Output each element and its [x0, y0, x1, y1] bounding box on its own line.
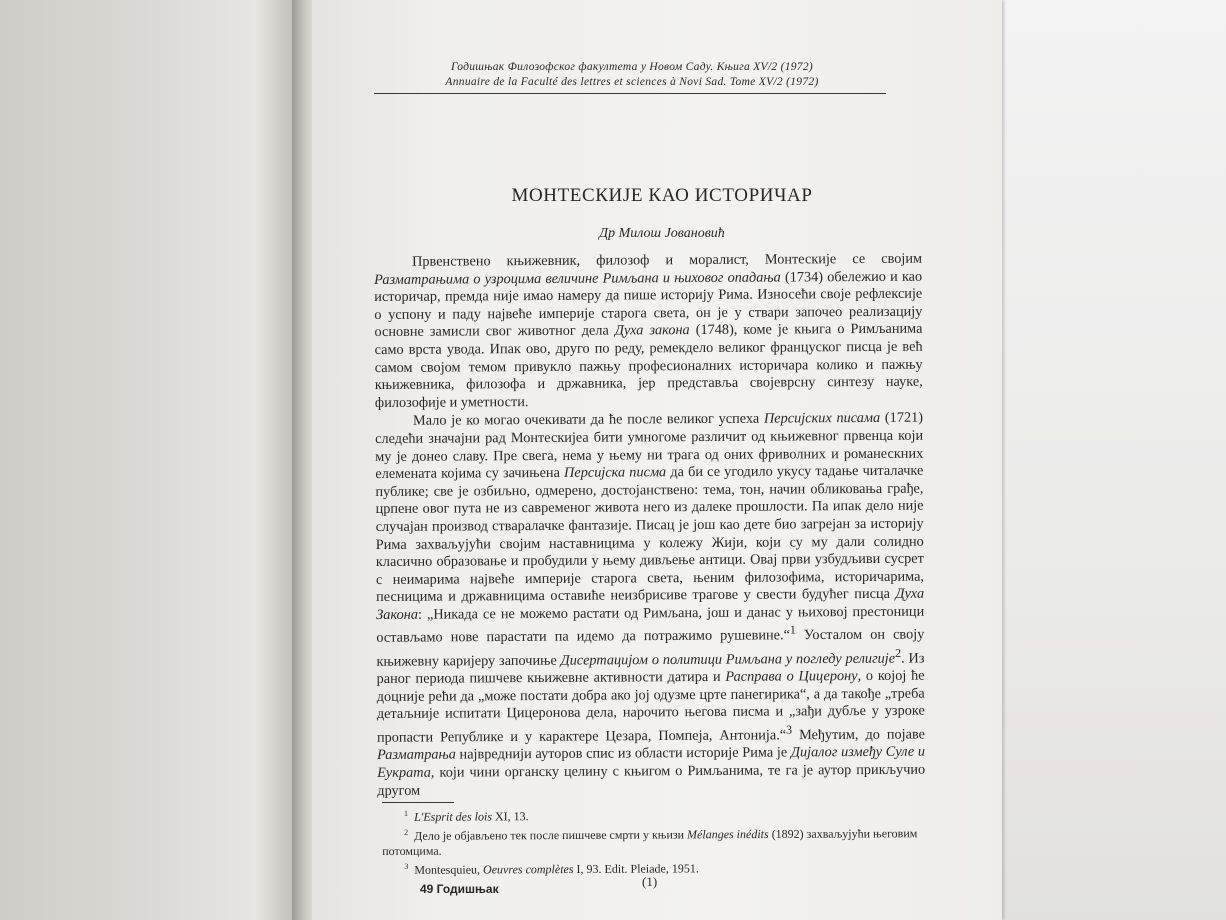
italic-run: Расправа о Цицерону	[725, 668, 858, 686]
text-run: Међутим, до појаве	[792, 726, 925, 744]
document-page	[312, 0, 1002, 920]
text-run: Првенствено књижевник, филозоф и моралист, Монтескије се својим	[411, 250, 923, 270]
header-rule	[374, 93, 886, 94]
italic-run: Персијска писма	[563, 464, 667, 481]
sheet-number: (1)	[642, 874, 658, 889]
text-run: , о којој ће доцније рећи да „може постати добра ако јој одузме црте панегирика“, а да такође „треба детаљније испитати Цицеронова дела, нарочито његова писма и „зађи дубље у узроке пропасти Републике и у карактере Цезара, Помпеја, Антонија.“	[376, 667, 925, 746]
header-line-french: Annuaire de la Faculté des lettres et sciences à Novi Sad. Tome XV/2 (1972)	[445, 76, 819, 88]
footnote-ref: 3	[786, 722, 793, 737]
italic-run: Oeuvres complètes	[482, 861, 574, 877]
text-run: . Из раног периода пишчеве књижевне активности датира и	[376, 650, 925, 688]
italic-run: L'Esprit des lois	[414, 809, 493, 824]
footnote-number: 2	[404, 827, 409, 837]
text-run: да би се угодило укусу тадање читалачке публике; све је озбиљно, одмерено, достојанствено: тема, тон, начин обликовања грађе, црпене овог пута не из савременог живота него из далеке прошлости. Па ипак дело није случајан производ стваралачке фантазије. Писац је још као дете био загрејан за историју Рима захваљујући својим наставницима у колежу Жији, који су му дали солидно класично образовање и пробудили у њему дивљење антици. Овај први узбудљиви сусрет с неимарима највеће империје старога света, њеним филозофима, историчарима, песницима и државницима оставиће неизбрисиве трагове у свести будућег писца	[375, 462, 925, 606]
facing-page	[0, 0, 300, 920]
footnotes	[382, 803, 922, 878]
text-run: Дело је објављено тек после пишчеве смрти у књизи	[414, 827, 688, 843]
paragraph-1	[374, 251, 923, 413]
italic-run: Разматрања	[377, 746, 456, 764]
text-run: XI, 13.	[491, 809, 529, 824]
article-title: МОНТЕСКИЈЕ КАО ИСТОРИЧАР	[511, 185, 813, 206]
text-run: I, 93. Edit. Pleiade, 1951.	[573, 861, 699, 876]
table-surface	[975, 0, 1226, 920]
text-run: Уосталом он своју књижевну каријеру започиње	[376, 626, 925, 670]
text-run: (1734) обележио и као историчар, премда није имао намеру да пише историју Рима. Износећи своје рефлексије о успону и паду највеће империје старога света, он је у ствари започео реализацију основне замисли свог животног дела	[374, 268, 923, 341]
footnote-number: 3	[404, 861, 409, 871]
italic-run: Духа закона	[614, 322, 690, 339]
text-run: , који чини органску целину с књигом о Римљанима, те га је аутор прикључио другом	[377, 761, 926, 799]
text-run: (1892) захваљујући његовим потомцима.	[382, 826, 918, 858]
footnote-ref: 2	[895, 645, 902, 660]
footnote-rule	[382, 802, 454, 803]
italic-run: Дијалог између Суле и Еукрата	[377, 743, 926, 781]
footnote-2	[382, 822, 922, 859]
italic-run: Разматрањима о узроцима величине Римљана и њиховог опадања	[374, 269, 781, 288]
header-line-serbian: Годишњак Филозофског факултета у Новом Саду. Књига XV/2 (1972)	[450, 61, 814, 73]
text-run: Мало је ко могао очекивати да ће после великог успеха	[412, 410, 765, 430]
text-run: : „Никада се не можемо растати од Римљана, још и данас у њиховој престоници остављамо нове парастати па идемо да потражимо рушевине.“	[376, 603, 925, 647]
running-header	[372, 60, 892, 90]
text-run: Montesquieu,	[414, 862, 484, 877]
italic-run: Духа Закона	[376, 585, 925, 623]
signature-mark: 49 Годишњак	[420, 882, 499, 896]
article-author: Др Милош Јовановић	[599, 226, 725, 241]
text-run: (1721) следећи значајни рад Монтескијеа бити умногоме различит од књижевног првенца који му је донео славу. Пре свега, нема у њему ни трага од оних фриволних и романескних елемената којима су зачињена	[375, 409, 924, 483]
footnote-number: 1	[404, 808, 409, 818]
text-run: највреднији ауторов спис из области историје Рима је	[455, 744, 791, 763]
text-run: (1748), коме је књига о Римљанима само врста увода. Ипак ово, друго по реду, ремекдело великог француског писца је већ самом својом темом привукло пажњу професионалних историчара колико и пажњу књижевника, филозофа и државника, јер представља својеврсну синтезу науке, филозофије и уметности.	[374, 321, 923, 411]
paragraph-2	[375, 410, 925, 800]
italic-run: Дисертацијом о политици Римљана у погледу религије	[560, 650, 896, 669]
footnote-ref: 1	[789, 622, 796, 637]
article-body	[374, 251, 925, 800]
italic-run: Персијских писама	[763, 410, 881, 427]
italic-run: Mélanges inédits	[686, 826, 769, 842]
